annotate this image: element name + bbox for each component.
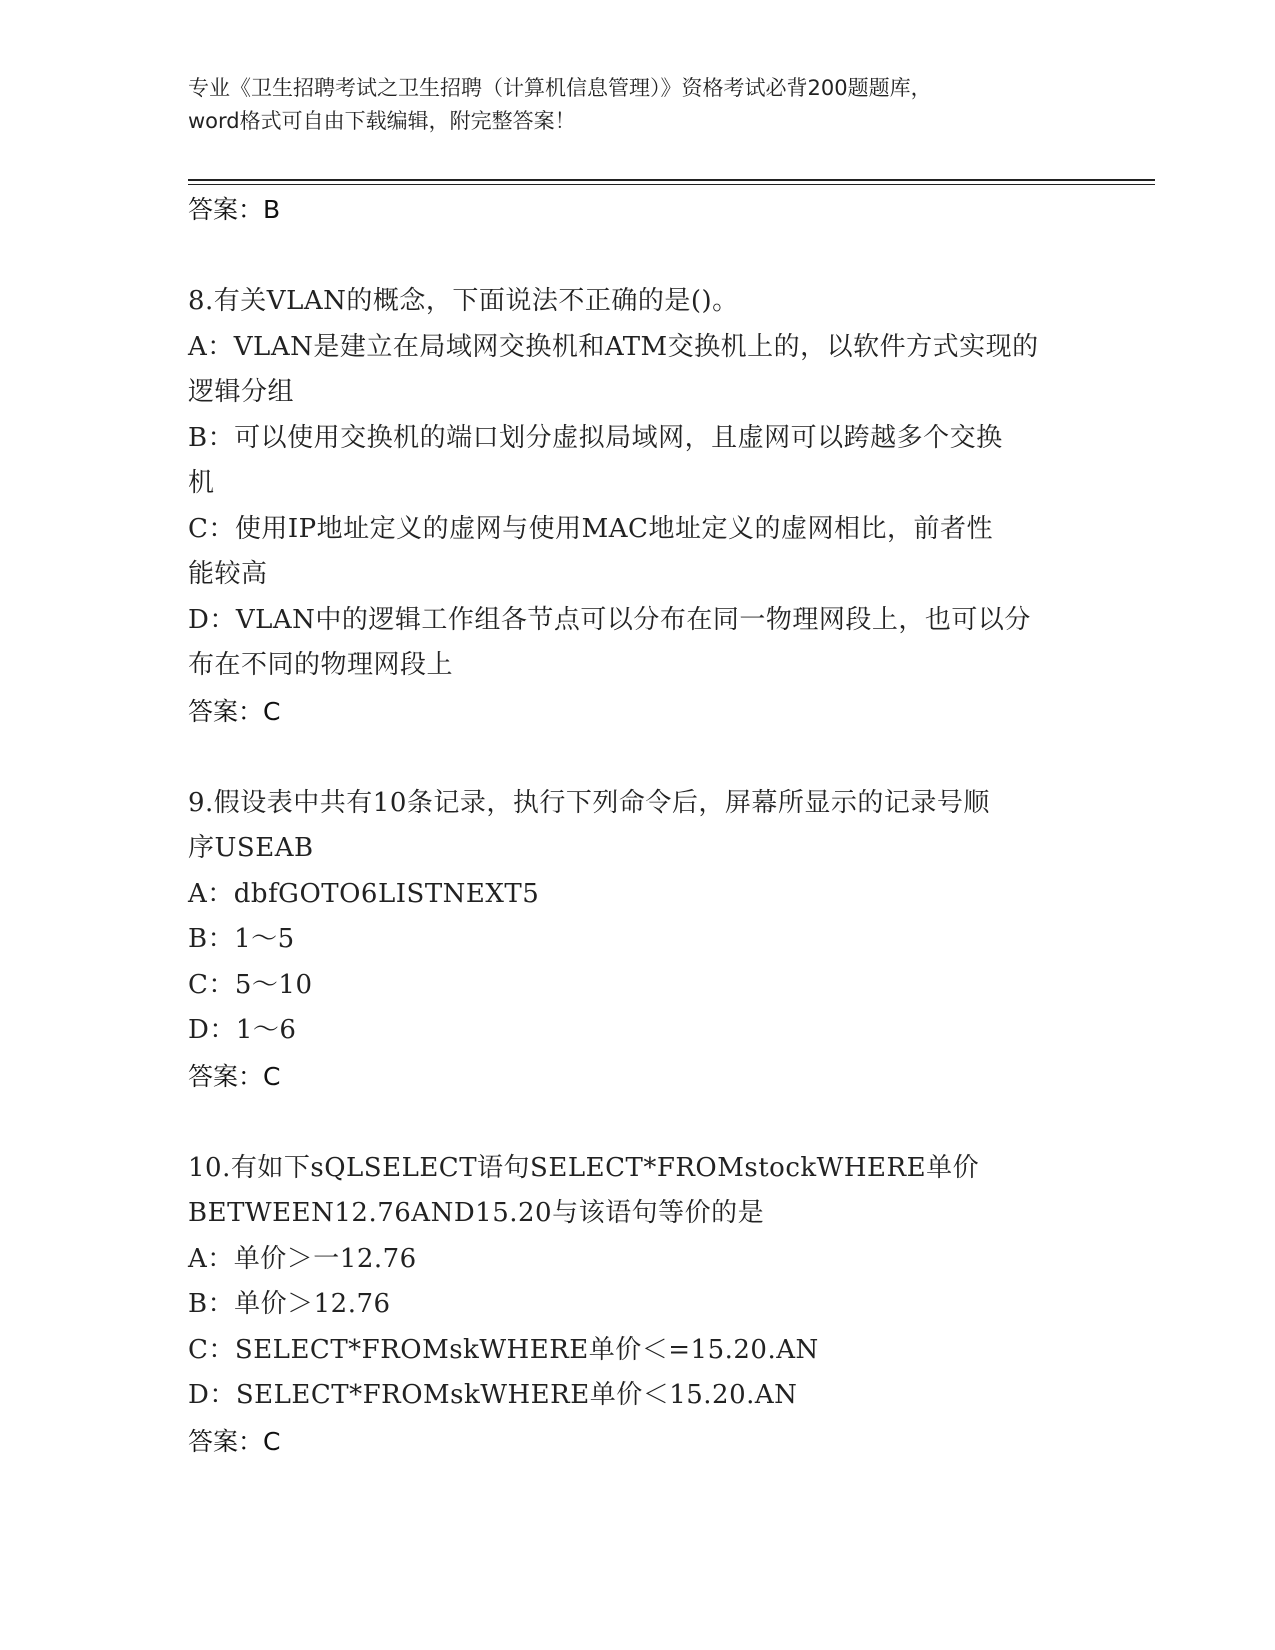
option-c: C：使用IP地址定义的虚网与使用MAC地址定义的虚网相比，前者性: [188, 513, 993, 544]
question-text: 8.有关VLAN的概念，下面说法不正确的是()。: [188, 286, 739, 316]
option-d: D：SELECT*FROMskWHERE单价＜15.20.AN: [188, 1380, 798, 1410]
header-rule-thick: [188, 179, 1155, 181]
option-a-cont: 逻辑分组: [188, 377, 295, 407]
answer: 答案：C: [188, 696, 281, 726]
answer: 答案：C: [188, 1426, 281, 1456]
header-rule-thin: [188, 184, 1155, 185]
option-b: B：1～5: [188, 924, 295, 954]
document-header: [188, 72, 1088, 138]
option-b: B：单价＞12.76: [188, 1289, 391, 1319]
question-text-cont: BETWEEN12.76AND15.20与该语句等价的是: [188, 1198, 765, 1228]
question-text: 10.有如下sQLSELECT语句SELECT*FROMstockWHERE单价: [188, 1152, 980, 1183]
option-c-cont: 能较高: [188, 559, 268, 589]
option-a: A：单价＞一12.76: [188, 1243, 417, 1274]
question-block: [188, 781, 1148, 1099]
answer: 答案：C: [188, 1061, 281, 1091]
question-text-cont: 序USEAB: [188, 833, 314, 863]
option-b-cont: 机: [188, 468, 215, 498]
header-line-1: 专业《卫生招聘考试之卫生招聘（计算机信息管理）》资格考试必背200题题库，: [188, 76, 932, 100]
option-d: D：1～6: [188, 1015, 297, 1045]
option-a: A：VLAN是建立在局域网交换机和ATM交换机上的，以软件方式实现的: [188, 331, 1039, 362]
option-d-cont: 布在不同的物理网段上: [188, 650, 454, 680]
previous-answer: 答案：B: [188, 195, 281, 224]
option-c: C：SELECT*FROMskWHERE单价＜=15.20.AN: [188, 1334, 819, 1365]
option-c: C：5～10: [188, 969, 313, 1000]
option-b: B：可以使用交换机的端口划分虚拟局域网，且虚网可以跨越多个交换: [188, 422, 1003, 453]
header-line-2: word格式可自由下载编辑，附完整答案！: [188, 109, 576, 133]
option-a: A：dbfGOTO6LISTNEXT5: [188, 878, 540, 909]
option-d: D：VLAN中的逻辑工作组各节点可以分布在同一物理网段上，也可以分: [188, 604, 1031, 635]
question-block: [188, 279, 1148, 734]
document-body: [188, 187, 1148, 1464]
question-text: 9.假设表中共有10条记录，执行下列命令后，屏幕所显示的记录号顺: [188, 787, 990, 818]
question-block: [188, 1146, 1148, 1464]
